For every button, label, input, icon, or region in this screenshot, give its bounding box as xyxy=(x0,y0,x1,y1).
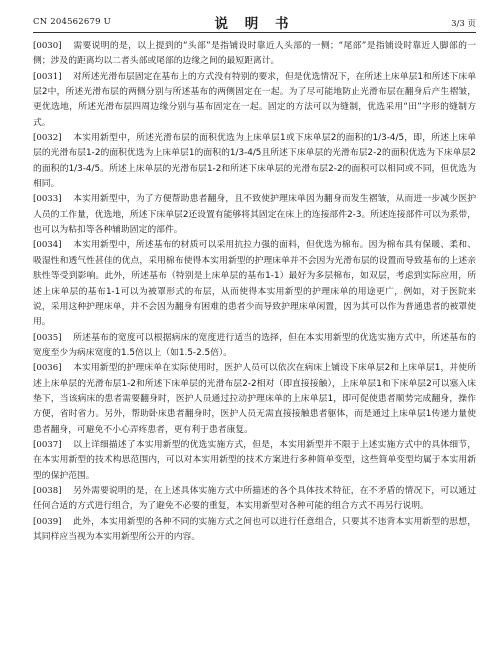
paragraph-text: 本实用新型的护理床单在实际使用时，医护人员可以依次在病床上铺设下床单层2和上床单层1，并使所述上床单层的光滑布层1-2和所述下床单层的光滑布层2-2相对（即直接接触），上床单层1和下床单层2可以塞入床垫下，当该病床的患者需要翻身时，医护人员通过拉动护理床单的上床单层1，即可促使患者顺势完成翻身，操作方便，省时省力。另外，帮助卧床患者翻身时，医护人员无需直接接触患者躯体，而是通过上床单层1传递力量使患者翻身，可避免不小心弄疼患者，更有利于患者康复。 xyxy=(33,363,476,435)
paragraph-number: [0035] xyxy=(33,332,62,343)
paragraph-number: [0031] xyxy=(33,71,62,82)
paragraph-0031 xyxy=(33,70,476,131)
paragraph-text: 本实用新型中，为了方便帮助患者翻身，且不致使护理床单因为翻身而发生褶皱，从而进一步减少医护人员的工作量，优选地，所述下床单层2还设置有能够将其固定在床上的连接部件2-3。所述连接部件可以为系带，也可以为粘扣等各种辅助固定的部件。 xyxy=(33,194,476,236)
paragraph-0030 xyxy=(33,39,476,70)
paragraph-number: [0037] xyxy=(33,439,62,450)
page-header xyxy=(33,10,476,33)
document-body xyxy=(33,39,476,545)
paragraph-0032 xyxy=(33,131,476,192)
paragraph-text: 本实用新型中，所述光滑布层的面积优选为上床单层1或下床单层2的面积的1/3-4/5，即，所述上床单层的光滑布层1-2的面积优选为上床单层1的面积的1/3-4/5且所述下床单层的光滑布层2-2的面积优选为下床单层2的面积的1/3-4/5。所述上床单层的光滑布层1-2和所述下床单层的光滑布层2-2的面积可以相同或不同，但优选为相同。 xyxy=(33,133,476,190)
paragraph-0033 xyxy=(33,192,476,238)
paragraph-number: [0039] xyxy=(33,516,62,527)
paragraph-0038 xyxy=(33,484,476,515)
paragraph-text: 本实用新型中，所述基布的材质可以采用抗拉力强的面料，但优选为棉布。因为棉布具有保暖、柔和、吸湿性和透气性甚佳的优点，采用棉布使得本实用新型的护理床单并不会因为光滑布层的设置而导致基布的上述亲肤性等受到影响。此外，所述基布（特别是上床单层的基布1-1）最好为多层棉布，如双层，考虑到实际应用，所述上床单层的基布1-1可以为被罩形式的布层，从而使得本实用新型的护理床单的用途更广，例如，对于医院来说，采用这种护理床单，并不会因为翻身有困难的患者少而导致护理床单闲置，因为其可以作为普通患者的被罩使用。 xyxy=(33,240,476,328)
page-indicator: 3/3 页 xyxy=(451,19,476,29)
paragraph-text: 此外，本实用新型的各种不同的实施方式之间也可以进行任意组合，只要其不违背本实用新型的思想，其同样应当视为本实用新型所公开的内容。 xyxy=(33,516,476,542)
paragraph-0037 xyxy=(33,438,476,484)
paragraph-0036 xyxy=(33,361,476,438)
paragraph-number: [0036] xyxy=(33,363,62,374)
document-title: 说 明 书 xyxy=(214,16,295,32)
paragraph-text: 以上详细描述了本实用新型的优选实施方式，但是，本实用新型并不限于上述实施方式中的具体细节，在本实用新型的技术构思范围内，可以对本实用新型的技术方案进行多种简单变型，这些简单变型均属于本实用新型的保护范围。 xyxy=(33,439,476,481)
paragraph-number: [0030] xyxy=(33,41,62,51)
paragraph-text: 所述基布的宽度可以根据病床的宽度进行适当的选择，但在本实用新型的优选实施方式中，所述基布的宽度至少为病床宽度的1.5倍以上（如1.5-2.5倍）。 xyxy=(33,332,476,358)
paragraph-0034 xyxy=(33,238,476,330)
paragraph-0039 xyxy=(33,515,476,546)
paragraph-text: 另外需要说明的是，在上述具体实施方式中所描述的各个具体技术特征，在不矛盾的情况下，可以通过任何合适的方式进行组合，为了避免不必要的重复，本实用新型对各种可能的组合方式不再另行说明。 xyxy=(33,485,476,512)
paragraph-0035 xyxy=(33,331,476,362)
paragraph-number: [0033] xyxy=(33,194,62,205)
paragraph-number: [0034] xyxy=(33,240,62,251)
paragraph-number: [0038] xyxy=(33,485,62,496)
publication-number: CN 204562679 U xyxy=(33,17,111,27)
paragraph-text: 对所述光滑布层固定在基布上的方式没有特别的要求，但是优选情况下，在所述上床单层1和所述下床单层2中，所述光滑布层的两侧分别与所述基布的两侧固定在一起。为了尽可能地防止光滑布层在翻身后产生褶皱，更优选地，所述光滑布层四周边缘分别与基布固定在一起。固定的方法可以为缝制，优选采用“田”字形的缝制方式。 xyxy=(33,71,476,128)
paragraph-number: [0032] xyxy=(33,133,62,144)
paragraph-text: 需要说明的是，以上提到的“头部”是指铺设时靠近人头部的一侧；“尾部”是指铺设时靠近人脚部的一侧；涉及的距离均以二者头部或尾部的边缘之间的最短距离计。 xyxy=(33,41,476,67)
